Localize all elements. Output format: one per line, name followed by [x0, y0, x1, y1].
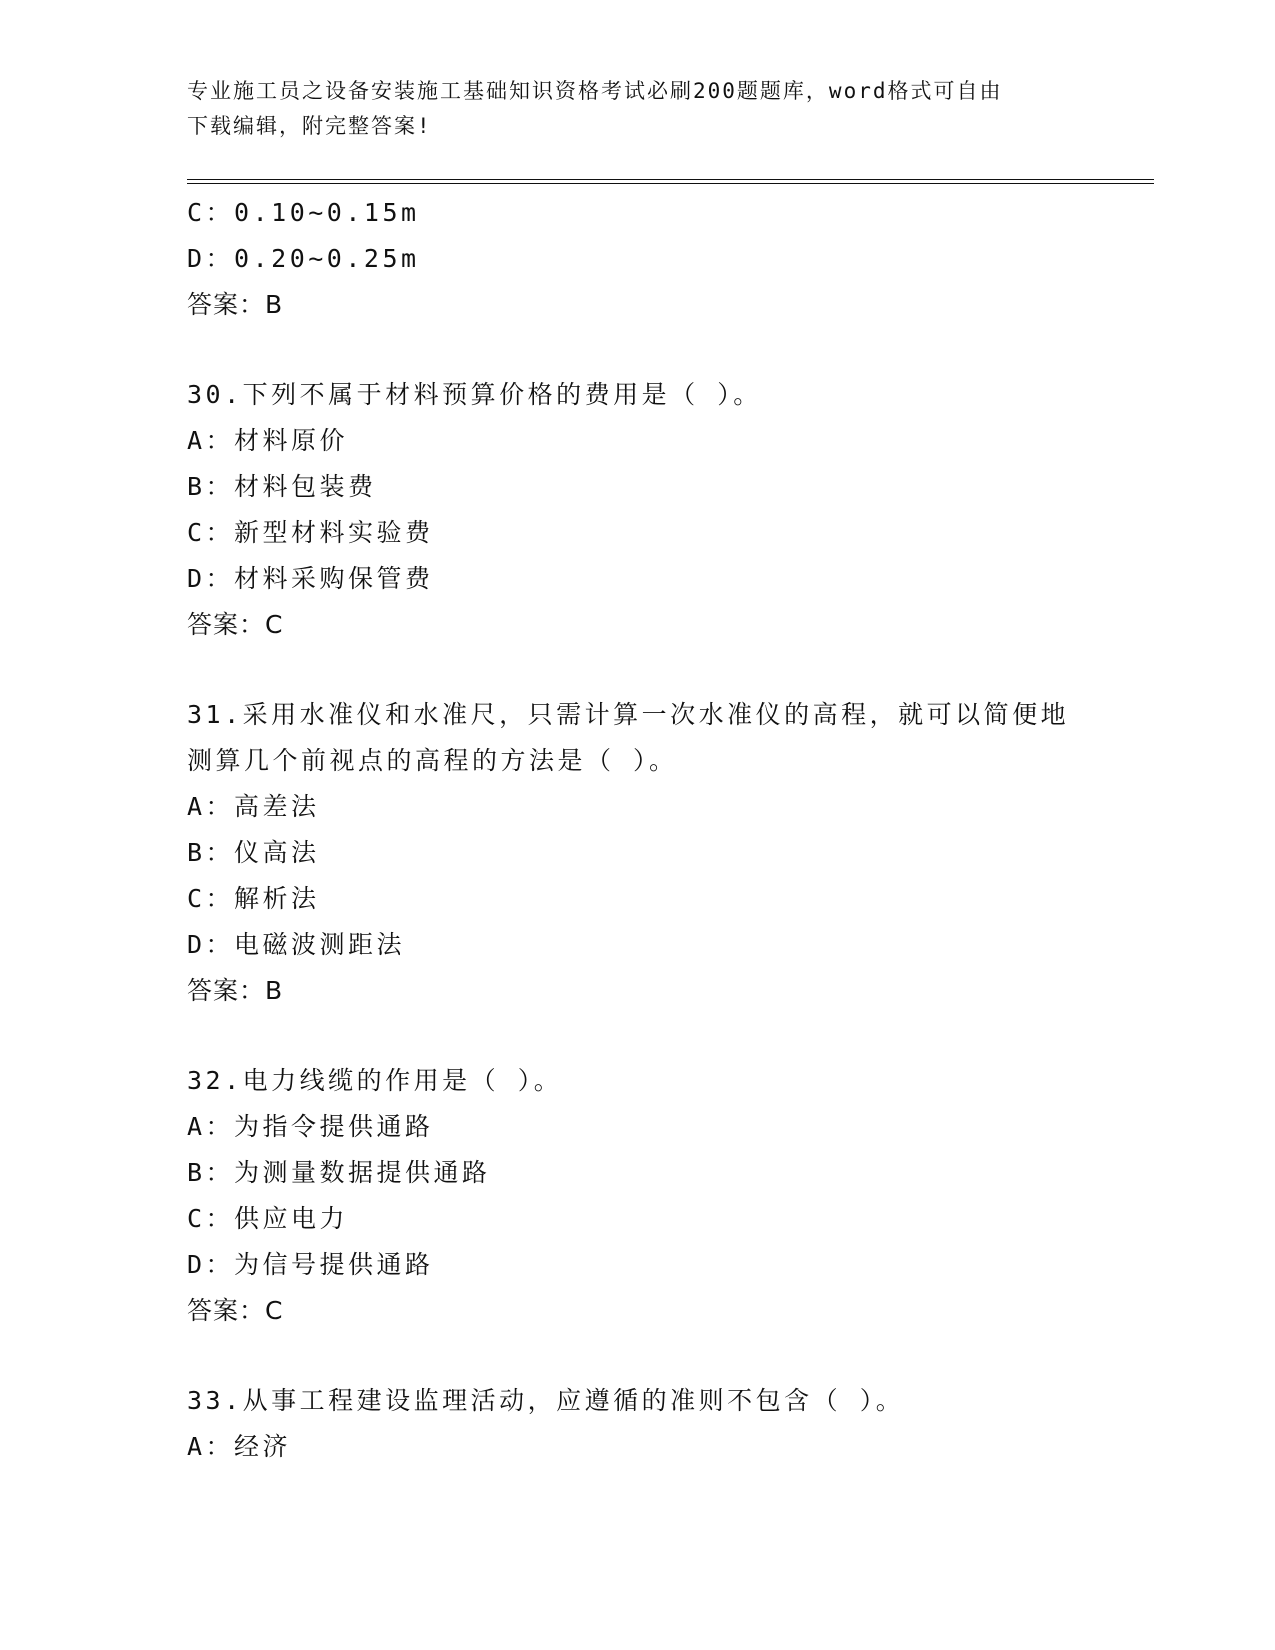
option-a: A：为指令提供通路	[187, 1112, 434, 1141]
option-c: C：解析法	[187, 884, 320, 913]
question-stem-continued: 测算几个前视点的高程的方法是（ ）。	[187, 746, 678, 775]
answer-label: 答案：B	[187, 976, 284, 1005]
question-stem: 33.从事工程建设监理活动，应遵循的准则不包含（ ）。	[187, 1386, 905, 1415]
question-stem: 30.下列不属于材料预算价格的费用是（ ）。	[187, 380, 762, 409]
answer-label: 答案：B	[187, 290, 284, 319]
spacer	[187, 328, 1117, 372]
option-a: A：材料原价	[187, 426, 349, 455]
option-a: A：经济	[187, 1432, 292, 1461]
spacer	[187, 1014, 1117, 1058]
header-line-2: 下载编辑，附完整答案!	[187, 114, 432, 138]
option-c: C：0.10~0.15m	[187, 198, 420, 227]
option-c: C：供应电力	[187, 1204, 349, 1233]
question-31	[187, 692, 1117, 1014]
question-33	[187, 1378, 1117, 1470]
option-a: A：高差法	[187, 792, 320, 821]
header-rule-bottom	[187, 183, 1154, 184]
option-d: D：0.20~0.25m	[187, 244, 420, 273]
question-stem: 31.采用水准仪和水准尺，只需计算一次水准仪的高程，就可以简便地	[187, 700, 1070, 729]
option-d: D：电磁波测距法	[187, 930, 406, 959]
option-c: C：新型材料实验费	[187, 518, 434, 547]
answer-label: 答案：C	[187, 610, 284, 639]
option-b: B：为测量数据提供通路	[187, 1158, 491, 1187]
answer-label: 答案：C	[187, 1296, 284, 1325]
question-list	[187, 190, 1117, 1470]
option-b: B：仪高法	[187, 838, 320, 867]
spacer	[187, 648, 1117, 692]
question-30	[187, 372, 1117, 648]
header-line-1: 专业施工员之设备安装施工基础知识资格考试必刷200题题库，word格式可自由	[187, 79, 1003, 103]
header-rule-top	[187, 179, 1154, 180]
option-b: B：材料包装费	[187, 472, 377, 501]
document-header	[187, 74, 1067, 144]
spacer	[187, 1334, 1117, 1378]
question-stem: 32.电力线缆的作用是（ ）。	[187, 1066, 563, 1095]
question-29-tail	[187, 190, 1117, 328]
option-d: D：材料采购保管费	[187, 564, 434, 593]
option-d: D：为信号提供通路	[187, 1250, 434, 1279]
question-32	[187, 1058, 1117, 1334]
